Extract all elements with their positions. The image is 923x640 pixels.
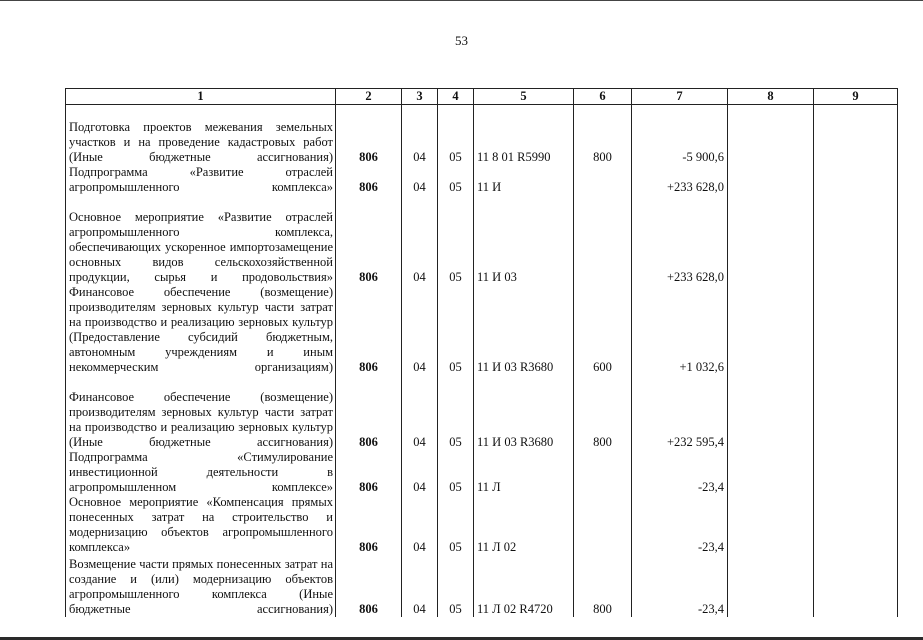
row-ministry-code: 806	[336, 495, 402, 555]
header-col-6: 6	[574, 89, 632, 105]
table-row	[66, 195, 898, 285]
row-amount: +233 628,0	[632, 165, 728, 195]
row-target-item-code: 11 И 03	[474, 195, 574, 285]
row-subsection-code: 05	[438, 495, 474, 555]
header-col-5: 5	[474, 89, 574, 105]
row-col-8	[728, 285, 814, 375]
row-ministry-code: 806	[336, 105, 402, 166]
row-col-8	[728, 105, 814, 166]
row-section-code: 04	[402, 555, 438, 617]
header-col-1: 1	[66, 89, 336, 105]
row-subsection-code: 05	[438, 105, 474, 166]
row-ministry-code: 806	[336, 285, 402, 375]
row-subsection-code: 05	[438, 195, 474, 285]
row-amount: -23,4	[632, 450, 728, 495]
row-expense-type-code	[574, 495, 632, 555]
row-target-item-code: 11 Л	[474, 450, 574, 495]
row-col-9	[814, 375, 898, 450]
row-col-9	[814, 195, 898, 285]
row-expense-type-code: 800	[574, 555, 632, 617]
header-col-7: 7	[632, 89, 728, 105]
row-col-8	[728, 555, 814, 617]
row-description: Подпрограмма «Развитие отраслей агропромышленного комплекса»	[66, 165, 336, 195]
row-target-item-code: 11 Л 02	[474, 495, 574, 555]
scan-top-edge	[0, 0, 923, 1]
row-col-9	[814, 450, 898, 495]
row-expense-type-code: 800	[574, 375, 632, 450]
row-subsection-code: 05	[438, 285, 474, 375]
row-description: Подготовка проектов межевания земельных участков и на проведение кадастровых работ (Иные бюджетные ассигнования)	[66, 105, 336, 166]
header-col-9: 9	[814, 89, 898, 105]
table-row	[66, 495, 898, 555]
row-ministry-code: 806	[336, 450, 402, 495]
row-target-item-code: 11 И 03 R3680	[474, 285, 574, 375]
row-expense-type-code	[574, 450, 632, 495]
header-col-3: 3	[402, 89, 438, 105]
row-target-item-code: 11 8 01 R5990	[474, 105, 574, 166]
row-expense-type-code	[574, 195, 632, 285]
row-ministry-code: 806	[336, 375, 402, 450]
row-col-8	[728, 495, 814, 555]
budget-table	[65, 88, 898, 617]
row-description: Основное мероприятие «Развитие отраслей агропромышленного комплекса, обеспечивающих ускоренное импортозамещение основных видов сельскохозяйственной продукции, сырья и продовольствия»	[66, 195, 336, 285]
row-subsection-code: 05	[438, 450, 474, 495]
table-header-row	[66, 89, 898, 105]
row-subsection-code: 05	[438, 165, 474, 195]
row-section-code: 04	[402, 495, 438, 555]
row-description: Возмещение части прямых понесенных затрат на создание и (или) модернизацию объектов агропромышленного комплекса (Иные бюджетные ассигнования)	[66, 555, 336, 617]
table-row	[66, 165, 898, 195]
row-subsection-code: 05	[438, 555, 474, 617]
table-row	[66, 375, 898, 450]
row-target-item-code: 11 И 03 R3680	[474, 375, 574, 450]
row-col-9	[814, 165, 898, 195]
row-target-item-code: 11 И	[474, 165, 574, 195]
row-col-8	[728, 195, 814, 285]
row-section-code: 04	[402, 285, 438, 375]
row-col-8	[728, 375, 814, 450]
header-col-2: 2	[336, 89, 402, 105]
row-ministry-code: 806	[336, 165, 402, 195]
row-description: Основное мероприятие «Компенсация прямых понесенных затрат на строительство и модернизацию объектов агропромышленного комплекса»	[66, 495, 336, 555]
table-row	[66, 105, 898, 166]
row-subsection-code: 05	[438, 375, 474, 450]
row-section-code: 04	[402, 105, 438, 166]
row-amount: +1 032,6	[632, 285, 728, 375]
header-col-4: 4	[438, 89, 474, 105]
row-col-9	[814, 285, 898, 375]
row-amount: -23,4	[632, 495, 728, 555]
table-row	[66, 555, 898, 617]
row-target-item-code: 11 Л 02 R4720	[474, 555, 574, 617]
row-col-8	[728, 450, 814, 495]
row-expense-type-code: 600	[574, 285, 632, 375]
row-section-code: 04	[402, 195, 438, 285]
table-row	[66, 285, 898, 375]
row-col-9	[814, 555, 898, 617]
row-col-8	[728, 165, 814, 195]
row-section-code: 04	[402, 165, 438, 195]
row-ministry-code: 806	[336, 195, 402, 285]
row-description: Финансовое обеспечение (возмещение) производителям зерновых культур части затрат на производство и реализацию зерновых культур (Предоставление субсидий бюджетным, автономным учреждениям и иным некоммерческим организациям)	[66, 285, 336, 375]
row-amount: +233 628,0	[632, 195, 728, 285]
page-number: 53	[455, 33, 468, 48]
row-section-code: 04	[402, 375, 438, 450]
row-amount: +232 595,4	[632, 375, 728, 450]
row-description: Подпрограмма «Стимулирование инвестиционной деятельности в агропромышленном комплексе»	[66, 450, 336, 495]
row-amount: -23,4	[632, 555, 728, 617]
row-expense-type-code: 800	[574, 105, 632, 166]
row-col-9	[814, 495, 898, 555]
table-row	[66, 450, 898, 495]
row-ministry-code: 806	[336, 555, 402, 617]
header-col-8: 8	[728, 89, 814, 105]
row-expense-type-code	[574, 165, 632, 195]
row-amount: -5 900,6	[632, 105, 728, 166]
row-section-code: 04	[402, 450, 438, 495]
row-description: Финансовое обеспечение (возмещение) производителям зерновых культур части затрат на производство и реализацию зерновых культур (Иные бюджетные ассигнования)	[66, 375, 336, 450]
row-col-9	[814, 105, 898, 166]
